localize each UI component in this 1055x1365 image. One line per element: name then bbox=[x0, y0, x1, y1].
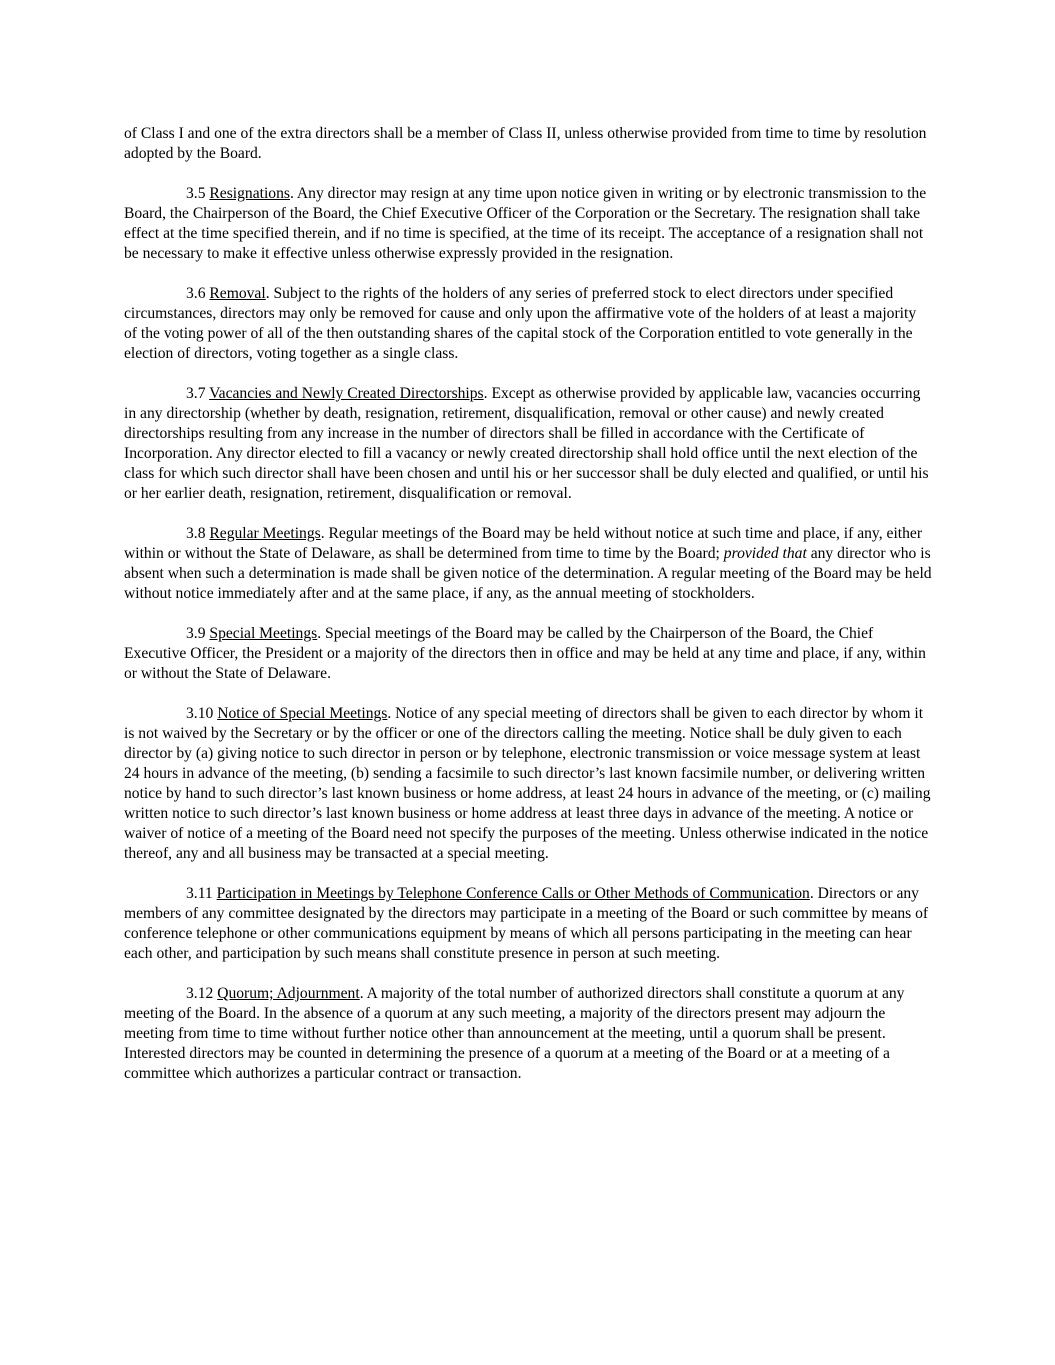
section-heading: Resignations bbox=[209, 185, 290, 202]
section-body: . Subject to the rights of the holders of any series of preferred stock to elect directors under specified circumstances, directors may only be removed for cause and only upon the affirmative vote of the holders of at least a majority of the voting power of all of the then outstanding shares of the capital stock of the Corporation entitled to vote generally in the election of directors, voting together as a single class. bbox=[124, 285, 917, 362]
section-number: 3.7 bbox=[186, 385, 210, 402]
section-3-12-quorum-adjournment bbox=[124, 984, 932, 1084]
section-heading: Notice of Special Meetings bbox=[217, 705, 388, 722]
section-number: 3.12 bbox=[186, 985, 218, 1002]
section-number: 3.11 bbox=[186, 885, 217, 902]
section-number: 3.6 bbox=[186, 285, 210, 302]
section-heading: Participation in Meetings by Telephone Conference Calls or Other Methods of Communication bbox=[216, 885, 810, 902]
section-number: 3.9 bbox=[186, 625, 210, 642]
section-body: . Regular meetings of the Board may be held without notice at such time and place, if any, either within or without the State of Delaware, as shall be determined from time to time by the Board; bbox=[124, 525, 923, 562]
section-heading: Vacancies and Newly Created Directorships bbox=[209, 385, 484, 402]
section-number: 3.5 bbox=[186, 185, 210, 202]
continuation-paragraph: of Class I and one of the extra directors shall be a member of Class II, unless otherwise provided from time to time by resolution adopted by the Board. bbox=[124, 125, 927, 162]
section-heading: Regular Meetings bbox=[209, 525, 321, 542]
section-3-8-regular-meetings bbox=[124, 524, 932, 604]
section-3-7-vacancies bbox=[124, 384, 932, 504]
section-italic-proviso: provided that bbox=[723, 545, 807, 562]
section-body: . Notice of any special meeting of directors shall be given to each director by whom it is not waived by the Secretary or by the officer or one of the directors calling the meeting. Notice shall be duly given to each director by (a) giving notice to such director in person or by telephone, electronic transmission or voice message system at least 24 hours in advance of the meeting, (b) sending a facsimile to such director’s last known facsimile number, or delivering written notice by hand to such director’s last known business or home address, at least 24 hours in advance of the meeting, or (c) mailing written notice to such director’s last known business or home address at least three days in advance of the meeting. A notice or waiver of notice of a meeting of the Board need not specify the purposes of the meeting. Unless otherwise indicated in the notice thereof, any and all business may be transacted at a special meeting. bbox=[124, 705, 931, 862]
section-body-continued: any director who is absent when such a determination is made shall be given notice of the determination. A regular meeting of the Board may be held without notice immediately after and at the same place, if any, as the annual meeting of stockholders. bbox=[124, 545, 932, 602]
section-body: . Any director may resign at any time upon notice given in writing or by electronic transmission to the Board, the Chairperson of the Board, the Chief Executive Officer of the Corporation or the Secretary. The resignation shall take effect at the time specified therein, and if no time is specified, at the time of its receipt. The acceptance of a resignation shall not be necessary to make it effective unless otherwise expressly provided in the resignation. bbox=[124, 185, 927, 262]
section-body: . Directors or any members of any committee designated by the directors may participate in a meeting of the Board or such committee by means of conference telephone or other communications equipment by means of which all persons participating in the meeting can hear each other, and participation by such means shall constitute presence in person at such meeting. bbox=[124, 885, 929, 962]
section-3-9-special-meetings bbox=[124, 624, 932, 684]
section-number: 3.8 bbox=[186, 525, 210, 542]
section-heading: Special Meetings bbox=[209, 625, 318, 642]
section-heading: Removal bbox=[209, 285, 266, 302]
section-number: 3.10 bbox=[186, 705, 218, 722]
section-3-5-resignations bbox=[124, 184, 932, 264]
section-body: . Except as otherwise provided by applicable law, vacancies occurring in any directorship (whether by death, resignation, retirement, disqualification, removal or other cause) and newly created directorships resulting from any increase in the number of directors shall be filled in accordance with the Certificate of Incorporation. Any director elected to fill a vacancy or newly created directorship shall hold office until the next election of the class for which such director shall have been chosen and until his or her successor shall be duly elected and qualified, or until his or her earlier death, resignation, retirement, disqualification or removal. bbox=[124, 385, 929, 502]
section-3-6-removal bbox=[124, 284, 932, 364]
section-3-10-notice-of-special-meetings bbox=[124, 704, 932, 864]
document-page bbox=[124, 124, 932, 1104]
section-heading: Quorum; Adjournment bbox=[217, 985, 360, 1002]
section-body: . A majority of the total number of authorized directors shall constitute a quorum at any meeting of the Board. In the absence of a quorum at any such meeting, a majority of the directors present may adjourn the meeting from time to time without further notice other than announcement at the meeting, until a quorum shall be present. Interested directors may be counted in determining the presence of a quorum at a meeting of the Board or at a meeting of a committee which authorizes a particular contract or transaction. bbox=[124, 985, 905, 1082]
section-body: . Special meetings of the Board may be called by the Chairperson of the Board, the Chief Executive Officer, the President or a majority of the directors then in office and may be held at any time and place, if any, within or without the State of Delaware. bbox=[124, 625, 926, 682]
section-3-11-participation-by-telephone bbox=[124, 884, 932, 964]
